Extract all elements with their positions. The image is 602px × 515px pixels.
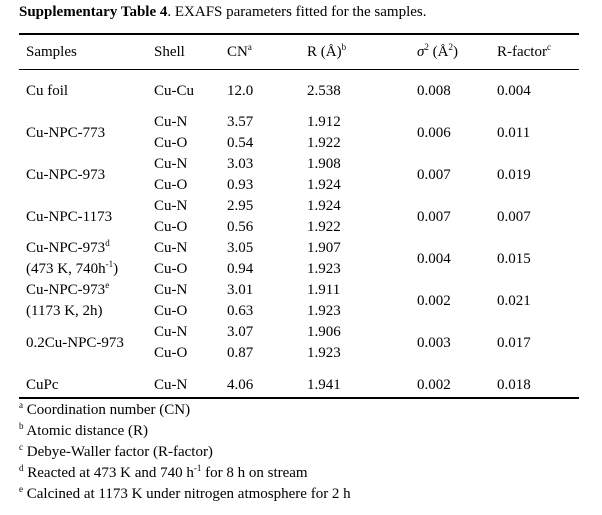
header-rfactor: R-factor$^c$: [497, 41, 551, 60]
table-row: [19, 322, 579, 364]
footnote: $^c$ Debye-Waller factor (R-factor): [19, 442, 213, 460]
shell-cell: Cu-N Cu-O: [154, 156, 188, 193]
footnote: $^d$ Reacted at 473 K and 740 $h^{-1}$ for 8 h on stream: [19, 463, 308, 481]
header-row: [19, 34, 579, 70]
r-cell: 1.911 1.923: [307, 282, 341, 319]
shell-cell: Cu-N Cu-O: [154, 324, 188, 361]
sigma2-cell: 0.007: [417, 208, 451, 225]
rfactor-cell: 0.011: [497, 124, 531, 141]
cn-cell: 3.57 0.54: [227, 114, 254, 151]
rfactor-cell: 0.004: [497, 82, 531, 99]
footnote: $^b$ Atomic distance (R): [19, 421, 149, 439]
footnote: $^a$ Coordination number (CN): [19, 400, 191, 418]
sigma2-cell: 0.002: [417, 292, 451, 309]
header-shell: Shell: [154, 43, 185, 60]
table-row: [19, 196, 579, 238]
footnote: $^e$ Calcined at 1173 K under nitrogen atmosphere for 2 h: [19, 484, 351, 502]
sigma2-cell: 0.003: [417, 334, 451, 351]
sigma2-cell: 0.004: [417, 250, 451, 267]
r-cell: 1.907 1.923: [307, 240, 341, 277]
r-cell: 1.906 1.923: [307, 324, 341, 361]
caption-text: . EXAFS parameters fitted for the samples.: [167, 4, 427, 20]
header-samples: Samples: [26, 43, 77, 60]
shell-cell: Cu-N Cu-O: [154, 198, 188, 235]
sigma2-cell: 0.007: [417, 166, 451, 183]
rfactor-cell: 0.021: [497, 292, 531, 309]
r-cell: 1.924 1.922: [307, 198, 341, 235]
r-cell: 1.941: [307, 376, 341, 393]
rfactor-cell: 0.007: [497, 208, 531, 225]
cn-cell: 2.95 0.56: [227, 198, 254, 235]
rfactor-cell: 0.019: [497, 166, 531, 183]
cn-cell: 3.03 0.93: [227, 156, 254, 193]
table-row: [19, 112, 579, 154]
sigma2-cell: 0.008: [417, 82, 451, 99]
sample-cell: Cu-NPC-973e (1173 K, 2h): [26, 280, 110, 319]
shell-cell: Cu-N Cu-O: [154, 240, 188, 277]
r-cell: 1.912 1.922: [307, 114, 341, 151]
r-cell: 2.538: [307, 82, 341, 99]
sigma2-cell: 0.002: [417, 376, 451, 393]
cn-cell: 4.06: [227, 376, 254, 393]
sample-cell: CuPc: [26, 376, 59, 393]
shell-cell: Cu-N: [154, 376, 188, 393]
cn-cell: 3.01 0.63: [227, 282, 254, 319]
rfactor-cell: 0.017: [497, 334, 531, 351]
footnotes: [19, 400, 351, 505]
cn-cell: 12.0: [227, 82, 254, 99]
sample-cell: Cu foil: [26, 82, 69, 99]
shell-cell: Cu-N Cu-O: [154, 282, 188, 319]
r-cell: 1.908 1.924: [307, 156, 341, 193]
header-cn: $CN^a$: [227, 41, 252, 60]
sample-cell: Cu-NPC-773: [26, 124, 106, 141]
table-row: [19, 154, 579, 196]
header-sigma2: $\sigma^2$ $(Å^2)$: [417, 41, 458, 60]
cn-cell: 3.05 0.94: [227, 240, 254, 277]
shell-cell: Cu-Cu: [154, 82, 195, 99]
sigma2-cell: 0.006: [417, 124, 451, 141]
shell-cell: Cu-N Cu-O: [154, 114, 188, 151]
table-caption: [19, 4, 426, 21]
table-row: [19, 238, 579, 280]
rfactor-cell: 0.015: [497, 250, 531, 267]
cn-cell: 3.07 0.87: [227, 324, 254, 361]
exafs-table: [19, 34, 579, 406]
sample-cell: Cu-NPC-973: [26, 166, 106, 183]
header-r: R (Å)$^b$: [307, 41, 347, 60]
caption-label: Supplementary Table 4: [19, 4, 168, 20]
sample-cell: 0.2Cu-NPC-973: [26, 334, 124, 351]
rfactor-cell: 0.018: [497, 376, 531, 393]
sample-cell: Cu-NPC-973$^d$ (473 K, $740h^{-1}$): [26, 238, 119, 277]
table-row: [19, 70, 579, 112]
table-row: [19, 280, 579, 322]
sample-cell: Cu-NPC-1173: [26, 208, 113, 225]
